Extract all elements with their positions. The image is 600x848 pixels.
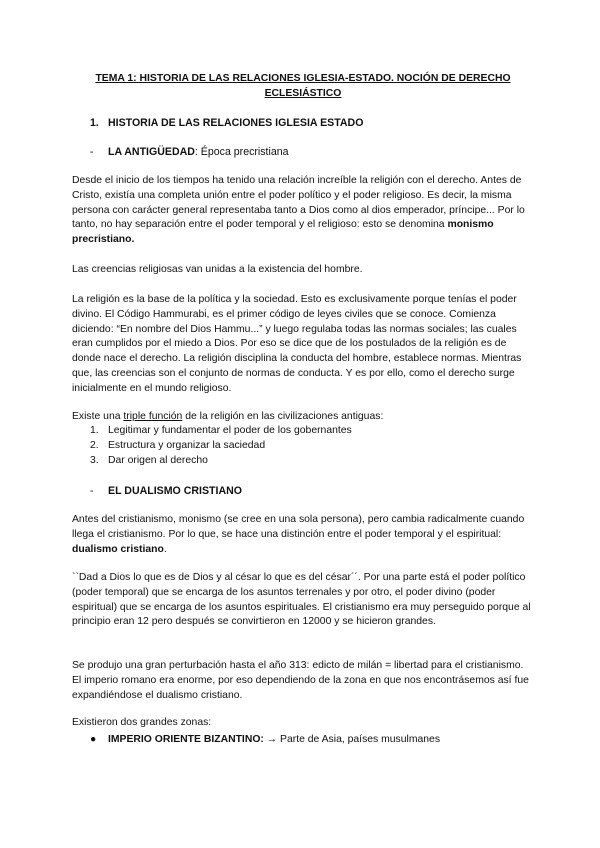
paragraph-text: Existe una xyxy=(72,411,124,422)
list-item-text: Legitimar y fundamentar el poder de los gobernantes xyxy=(108,425,352,436)
document-title: TEMA 1: HISTORIA DE LAS RELACIONES IGLESIA-ESTADO. NOCIÓN DE DERECHO ECLESIÁSTICO xyxy=(95,73,511,99)
list-number: 2. xyxy=(90,439,99,451)
paragraph-monismo xyxy=(72,174,534,248)
bullet-dot-icon: ● xyxy=(90,734,97,745)
section-heading xyxy=(90,117,363,129)
paragraph-text: de la religión en las civilizaciones antiguas: xyxy=(182,411,384,422)
paragraph-bold-term: monismo precristiano. xyxy=(72,219,494,246)
subheading-dualismo xyxy=(90,485,242,497)
list-item-text: Estructura y organizar la saciedad xyxy=(108,439,266,451)
list-item-text: Dar origen al derecho xyxy=(108,454,208,466)
paragraph-text: Antes del cristianismo, monismo (se cree en una sola persona), pero cambia radicalmente cuando llega el cristianismo. Por lo que, se hace una distinción entre el poder temporal y el espiritual: xyxy=(72,514,525,540)
list-item xyxy=(90,439,352,454)
subheading-bold: LA ANTIGÜEDAD xyxy=(108,146,195,158)
subheading-antiguedad xyxy=(90,146,289,158)
paragraph-dualismo xyxy=(72,513,534,557)
subheading-dash: - xyxy=(90,485,94,497)
section-number: 1. xyxy=(90,117,99,129)
paragraph-text: . xyxy=(163,543,167,555)
underlined-term: triple función xyxy=(123,411,183,422)
subheading-dash: - xyxy=(90,146,94,158)
bullet-text: → Parte de Asia, países musulmanes xyxy=(263,734,441,745)
paragraph-zonas: Existieron dos grandes zonas: xyxy=(72,717,212,728)
paragraph-edicto-milan: Se produjo una gran perturbación hasta el año 313: edicto de milán = libertad para el cristianismo. El imperio romano era enorme, por eso dependiendo de la zona en que nos encontrásemos así fue expandiéndose el dualismo cristiano. xyxy=(72,660,529,701)
paragraph-bold-term: dualismo cristiano xyxy=(72,543,164,555)
paragraph-dad-a-dios: ``Dad a Dios lo que es de Dios y al césar lo que es del césar´´. Por una parte está el poder político (poder temporal) que se encarga de los asuntos terrenales y por otro, el poder divino (poder espiritual) que se encarga de los asuntos espirituales. El cristianismo era muy perseguido porque al principio eran 12 pero después se convirtieron en 12000 y se hicieron grandes. xyxy=(72,572,531,628)
paragraph-creencias: Las creencias religiosas van unidas a la existencia del hombre. xyxy=(72,264,363,275)
subheading-rest: : Época precristiana xyxy=(194,146,289,158)
paragraph-religion-base: La religión es la base de la política y la sociedad. Esto es exclusivamente porque tenías el poder divino. El Código Hammurabi, es el primer código de leyes civiles que se conoce. Comienza diciendo: “En nombre del Dios Hammu...” y luego regulaba todas las normas sociales; las cuales eran cumplidos por el miedo a Dios. Por eso se dice que de los postulados de la religión es de donde nace el derecho. La religión disciplina la conducta del hombre, establece normas. Mientras que, las creencias son el conjunto de normas de conducta. Y es por ello, como el derecho surge inicialmente en el mundo religioso. xyxy=(72,294,522,394)
bullet-bold-text: IMPERIO ORIENTE BIZANTINO: xyxy=(108,734,264,745)
paragraph-triple-funcion xyxy=(72,410,534,425)
list-number: 3. xyxy=(90,454,99,466)
list-item xyxy=(90,424,352,439)
paragraph-text: Desde el inicio de los tiempos ha tenido una relación increíble la religión con el derecho. Antes de Cristo, existía una completa unión entre el poder político y el poder religioso. Es decir, la misma persona con carácter general representaba tanto a Dios como al dios emperador, príncipe... Por lo tanto, no hay separación entre el poder temporal y el religioso: esto se denomina xyxy=(72,175,525,231)
subheading-bold: EL DUALISMO CRISTIANO xyxy=(108,485,242,497)
numbered-list xyxy=(90,424,352,468)
list-number: 1. xyxy=(90,425,99,436)
section-heading-text: HISTORIA DE LAS RELACIONES IGLESIA ESTADO xyxy=(108,117,364,129)
bullet-item xyxy=(90,734,440,745)
list-item xyxy=(90,454,352,469)
